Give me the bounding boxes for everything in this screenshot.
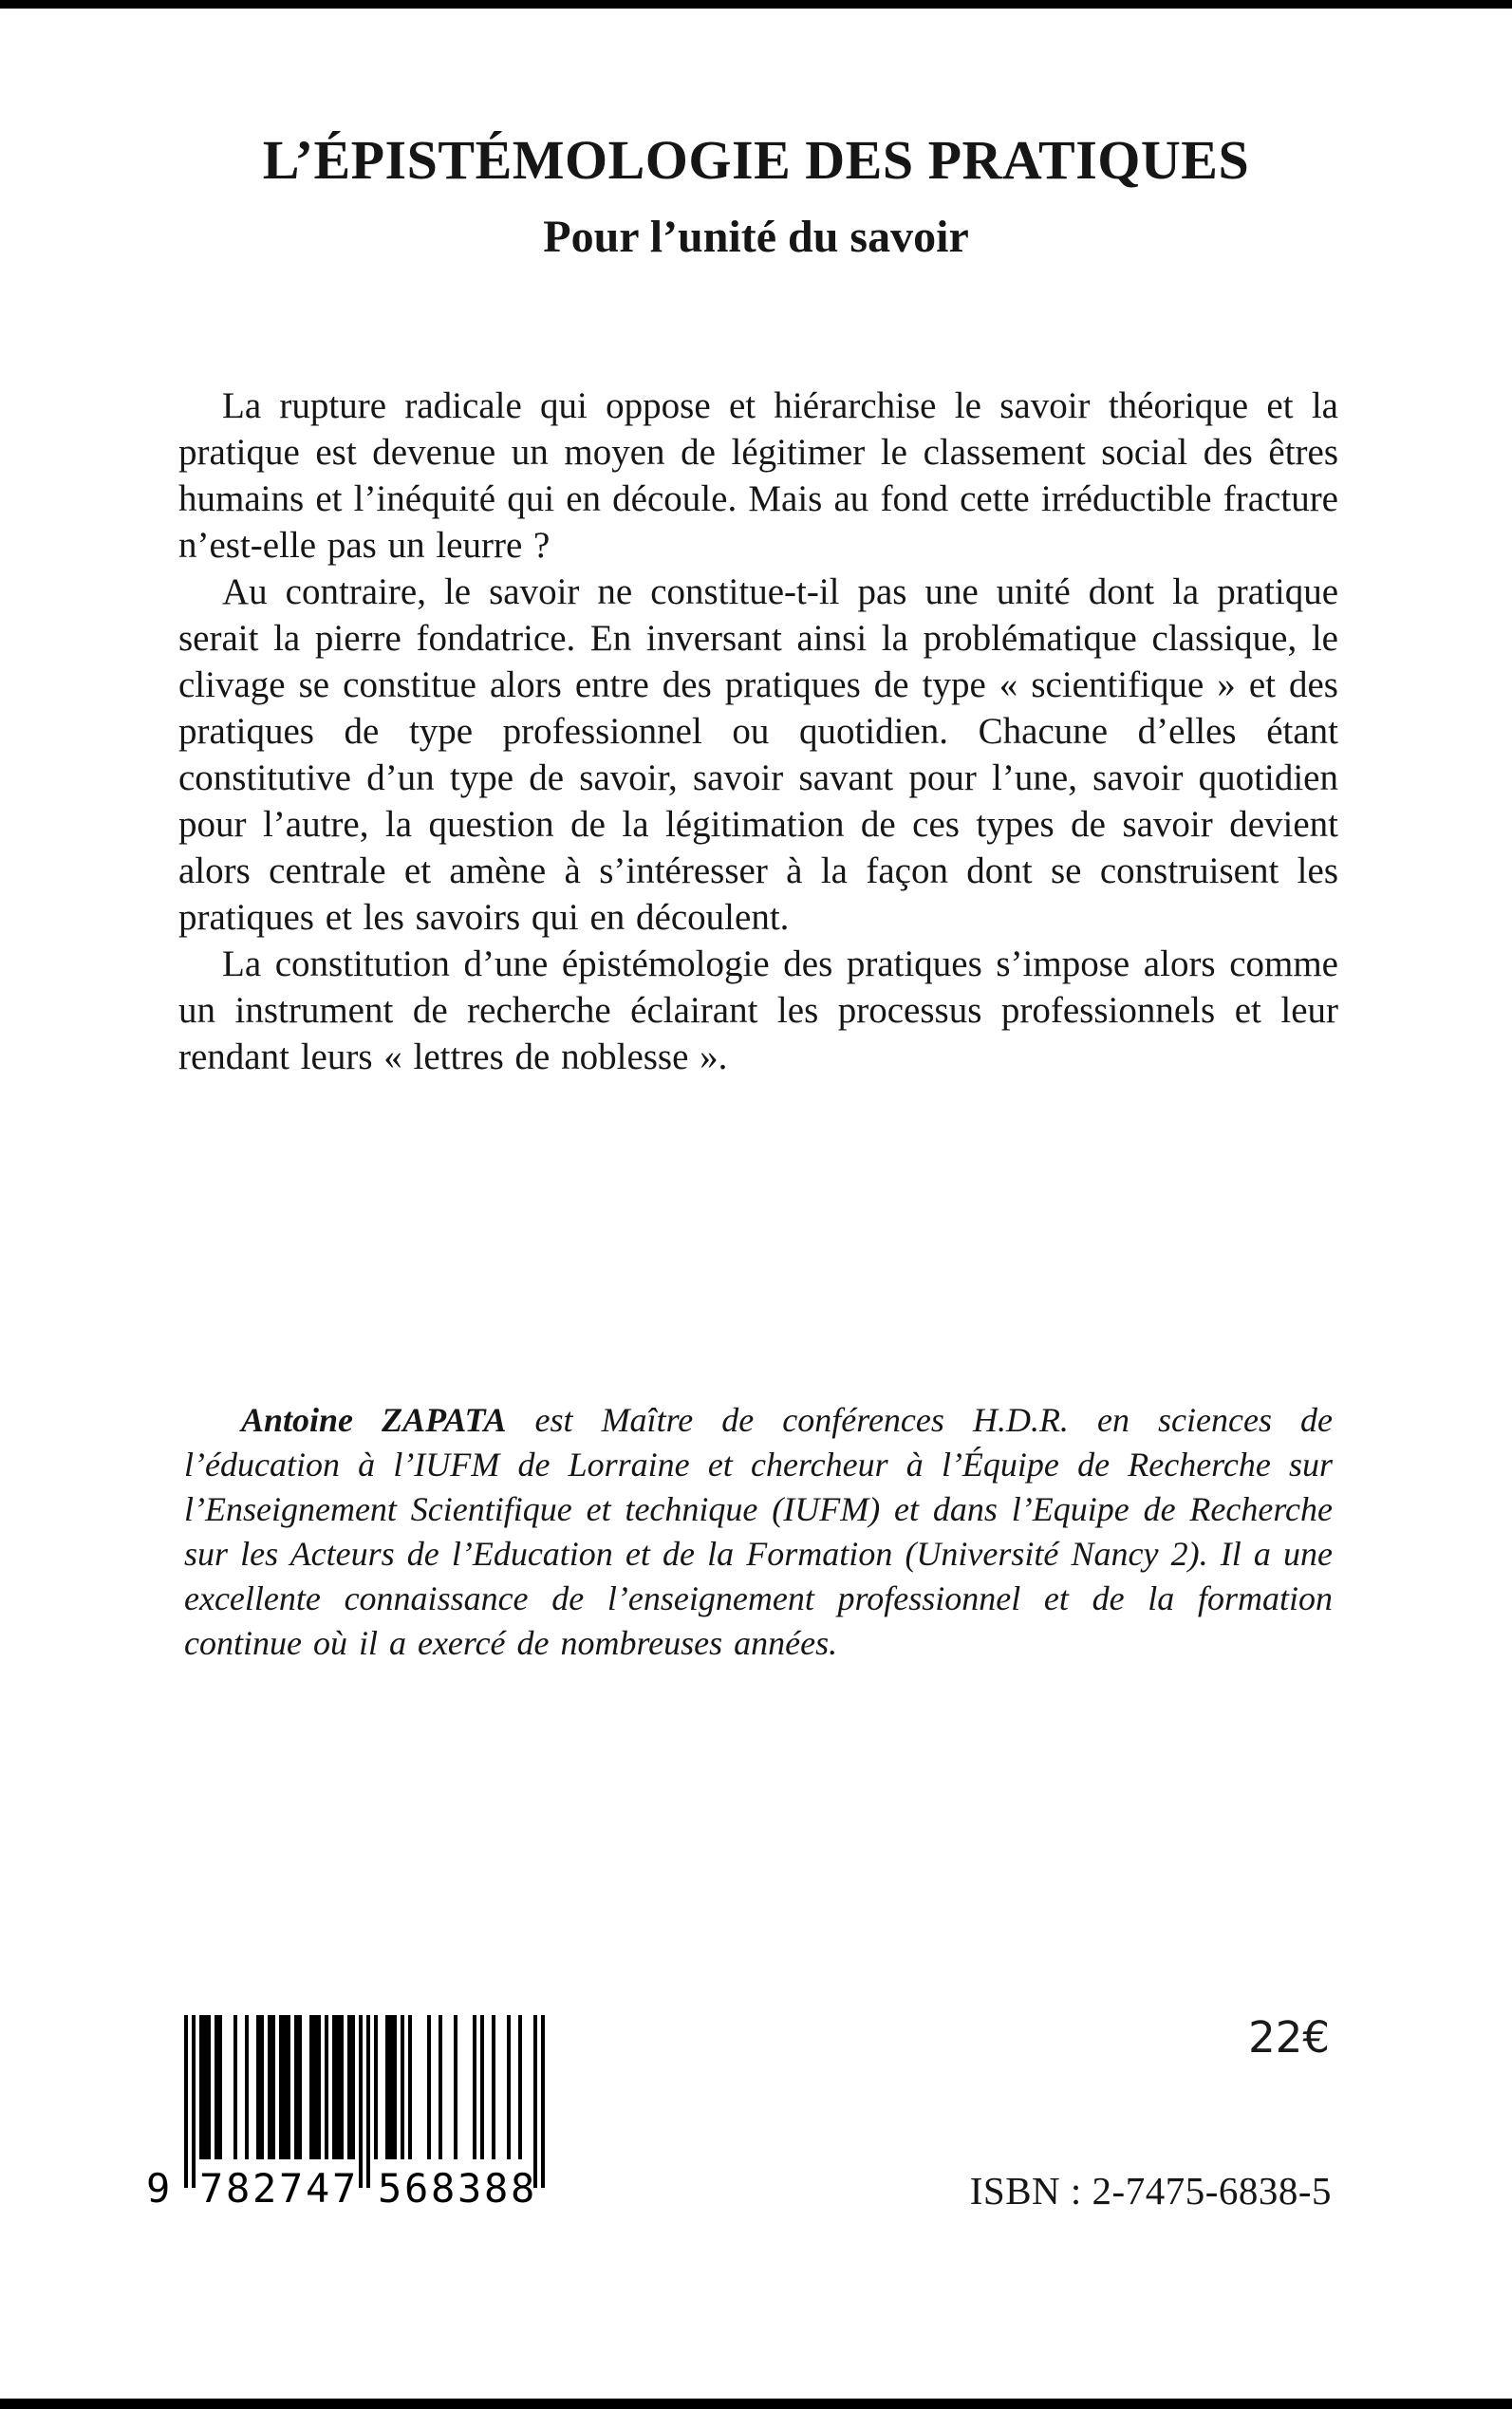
- book-title: L’ÉPISTÉMOLOGIE DES PRATIQUES: [262, 128, 1250, 191]
- book-subtitle: Pour l’unité du savoir: [543, 211, 969, 262]
- svg-text:7: 7: [199, 2165, 224, 2212]
- synopsis: [178, 383, 1338, 1080]
- svg-text:8: 8: [226, 2165, 251, 2212]
- svg-text:4: 4: [306, 2165, 330, 2212]
- svg-text:6: 6: [404, 2165, 429, 2212]
- svg-text:8: 8: [484, 2165, 509, 2212]
- isbn-label: ISBN : 2-7475-6838-5: [969, 2169, 1332, 2213]
- barcode: [142, 2015, 548, 2216]
- synopsis-paragraph: Au contraire, le savoir ne constitue-t-il pas une unité dont la pratique serait la pierre fondatrice. En inversant ainsi la problématique classique, le clivage se constitue alors entre des pratiques de type « scientifique » et des pratiques de type professionnel ou quotidien. Chacune d’elles étant constitutive d’un type de savoir, savoir savant pour l’une, savoir quotidien pour l’autre, la question de la légitimation de ces types de savoir devient alors centrale et amène à s’intéresser à la façon dont se construisent les pratiques et les savoirs qui en découlent.: [178, 571, 1338, 938]
- svg-text:7: 7: [279, 2165, 304, 2212]
- svg-text:5: 5: [378, 2165, 402, 2212]
- barcode-svg: [142, 2015, 548, 2212]
- svg-text:8: 8: [511, 2165, 535, 2212]
- synopsis-paragraph: La rupture radicale qui oppose et hiérarchise le savoir théorique et la pratique est devenue un moyen de légitimer le classement social des êtres humains et l’inéquité qui en découle. Mais au fond cette irréductible fracture n’est-elle pas un leurre ?: [178, 385, 1338, 566]
- author-bio: [184, 1398, 1333, 1666]
- svg-text:3: 3: [457, 2165, 482, 2212]
- author-bio-paragraph: [184, 1398, 1333, 1666]
- svg-text:7: 7: [332, 2165, 357, 2212]
- author-bio-text: est Maître de conférences H.D.R. en sciences de l’éducation à l’IUFM de Lorraine et chercheur à l’Équipe de Recherche sur l’Enseignement Scientifique et technique (IUFM) et dans l’Equipe de Recherche sur les Acteurs de l’Education et de la Formation (Université Nancy 2). Il a une excellente connaissance de l’enseignement professionnel et de la formation continue où il a exercé de nombreuses années.: [184, 1401, 1333, 1662]
- author-name: Antoine ZAPATA: [241, 1401, 507, 1439]
- scan-edge-top: [0, 0, 1512, 9]
- svg-text:8: 8: [431, 2165, 456, 2212]
- scan-edge-bottom: [0, 2399, 1512, 2409]
- svg-text:2: 2: [252, 2165, 277, 2212]
- svg-text:9: 9: [146, 2165, 171, 2212]
- synopsis-paragraph: La constitution d’une épistémologie des pratiques s’impose alors comme un instrument de recherche éclairant les processus professionnels et leur rendant leurs « lettres de noblesse ».: [178, 943, 1338, 1077]
- price-label: 22€: [1248, 2012, 1330, 2063]
